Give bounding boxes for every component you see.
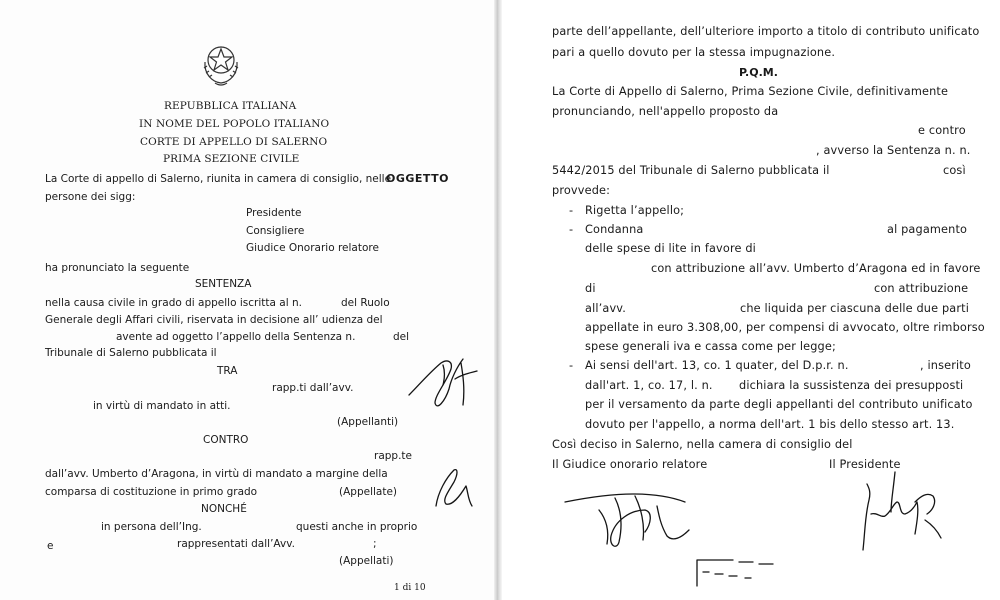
presidente-signature-drawing	[855, 462, 950, 562]
liquida-line: che liquida per ciascuna delle due parti	[740, 302, 970, 315]
e-letter: e	[47, 540, 54, 552]
oggetto-label: OGGETTO	[386, 172, 450, 185]
relatore-signature-drawing	[561, 480, 701, 555]
pqm-heading: P.Q.M.	[739, 66, 778, 79]
versamento-line: per il versamento da parte degli appellanti del contributo unificato	[585, 398, 973, 411]
header-corte: CORTE DI APPELLO DI SALERNO	[140, 136, 328, 148]
presidente-label: Il Presidente	[829, 458, 901, 471]
ai-sensi-line: Ai sensi dell'art. 13, co. 1 quater, del D.p.r. n.	[585, 359, 849, 372]
header-sezione: PRIMA SEZIONE CIVILE	[163, 153, 300, 165]
questi-line: questi anche in proprio	[296, 521, 418, 533]
page-number: 1 di 10	[394, 583, 426, 593]
provvede-line: provvede:	[552, 184, 611, 197]
cosi-word: così	[943, 164, 966, 177]
mandato-text: in virtù di mandato in atti.	[93, 400, 231, 412]
comparsa-line: comparsa di costituzione in primo grado	[45, 486, 258, 498]
contro-heading: CONTRO	[203, 434, 249, 446]
left-page	[0, 0, 497, 600]
italian-republic-emblem-icon	[196, 38, 246, 88]
spese-generali-line: spese generali iva e cassa come per legge;	[585, 340, 836, 353]
causa-line-3b: del	[393, 331, 410, 343]
signature-drawing	[405, 345, 485, 415]
semicolon: ;	[373, 538, 377, 550]
stamp-fragment-drawing	[693, 552, 803, 600]
bullet-dash-2: -	[569, 223, 574, 236]
bullet-dash-1: -	[569, 204, 574, 217]
bullet-rigetta: Rigetta l’appello;	[585, 204, 685, 217]
corte-line-2: pronunciando, nell'appello proposto da	[552, 105, 779, 118]
causa-line-4: Tribunale di Salerno pubblicata il	[45, 347, 217, 359]
appellate-label: (Appellate)	[339, 486, 398, 498]
right-line-2: pari a quello dovuto per la stessa impugnazione.	[552, 46, 836, 59]
spese-favore-line: delle spese di lite in favore di	[585, 242, 756, 255]
con-attribuzione: con attribuzione	[874, 282, 969, 295]
right-line-1: parte dell’appellante, dell’ulteriore importo a titolo di contributo unificato	[552, 25, 980, 38]
causa-line-3a: avente ad oggetto l’appello della Sentenza n.	[116, 331, 356, 343]
judge-consigliere: Consigliere	[246, 225, 305, 237]
causa-line-2: Generale degli Affari civili, riservata in decisione all’ udienza del	[45, 314, 383, 326]
e-contro: e contro	[918, 124, 966, 137]
persona-line: in persona dell’Ing.	[101, 521, 202, 533]
intro-line-1: La Corte di appello di Salerno, riunita in camera di consiglio, nelle	[45, 173, 392, 185]
cosi-deciso-line: Così deciso in Salerno, nella camera di consiglio del	[552, 438, 853, 451]
appellati-label: (Appellati)	[339, 555, 394, 567]
tra-heading: TRA	[217, 365, 238, 377]
pronounced-text: ha pronunciato la seguente	[45, 262, 190, 274]
bullet-dash-3: -	[569, 359, 574, 372]
rappresentati-line: rappresentati dall’Avv.	[177, 538, 295, 550]
all-avv: all’avv.	[585, 302, 626, 315]
initials-drawing	[428, 462, 478, 512]
dichiara-line: dichiara la sussistenza dei presupposti	[739, 379, 964, 392]
condanna-word: Condanna	[585, 223, 644, 236]
header-popolo: IN NOME DEL POPOLO ITALIANO	[139, 118, 330, 130]
causa-line-1b: del Ruolo	[341, 297, 390, 309]
dovuto-line: dovuto per l'appello, a norma dell'art. 1 bis dello stesso art. 13.	[585, 418, 955, 431]
header-repubblica: REPUBBLICA ITALIANA	[164, 100, 297, 112]
sentenza-5442-line: 5442/2015 del Tribunale di Salerno pubblicata il	[552, 164, 830, 177]
avverso-line: , avverso la Sentenza n. n.	[816, 144, 971, 157]
inserito-word: , inserito	[920, 359, 971, 372]
attribuzione-line: con attribuzione all’avv. Umberto d’Aragona ed in favore	[651, 262, 981, 275]
giudice-relatore-label: Il Giudice onorario relatore	[552, 458, 708, 471]
right-page	[503, 0, 1000, 600]
corte-line-1: La Corte di Appello di Salerno, Prima Sezione Civile, definitivamente	[552, 85, 949, 98]
intro-line-2: persone dei sigg:	[45, 191, 136, 203]
di-word: di	[585, 282, 596, 295]
judge-presidente: Presidente	[246, 207, 302, 219]
avv-aragona-line: dall’avv. Umberto d’Aragona, in virtù di mandato a margine della	[45, 468, 388, 480]
sentenza-heading: SENTENZA	[195, 278, 252, 290]
appellate-euro-line: appellate in euro 3.308,00, per compensi di avvocato, oltre rimborso	[585, 321, 985, 334]
judge-relatore: Giudice Onorario relatore	[246, 242, 379, 254]
rapp-te: rapp.te	[374, 450, 412, 462]
book-gutter	[494, 0, 502, 600]
rapp-avv: rapp.ti dall’avv.	[272, 382, 354, 394]
appellanti-label: (Appellanti)	[337, 416, 399, 428]
al-pagamento: al pagamento	[887, 223, 968, 236]
dall-art-line: dall'art. 1, co. 17, l. n.	[585, 379, 713, 392]
causa-line-1a: nella causa civile in grado di appello iscritta al n.	[45, 297, 302, 309]
nonche-heading: NONCHÉ	[201, 503, 247, 515]
